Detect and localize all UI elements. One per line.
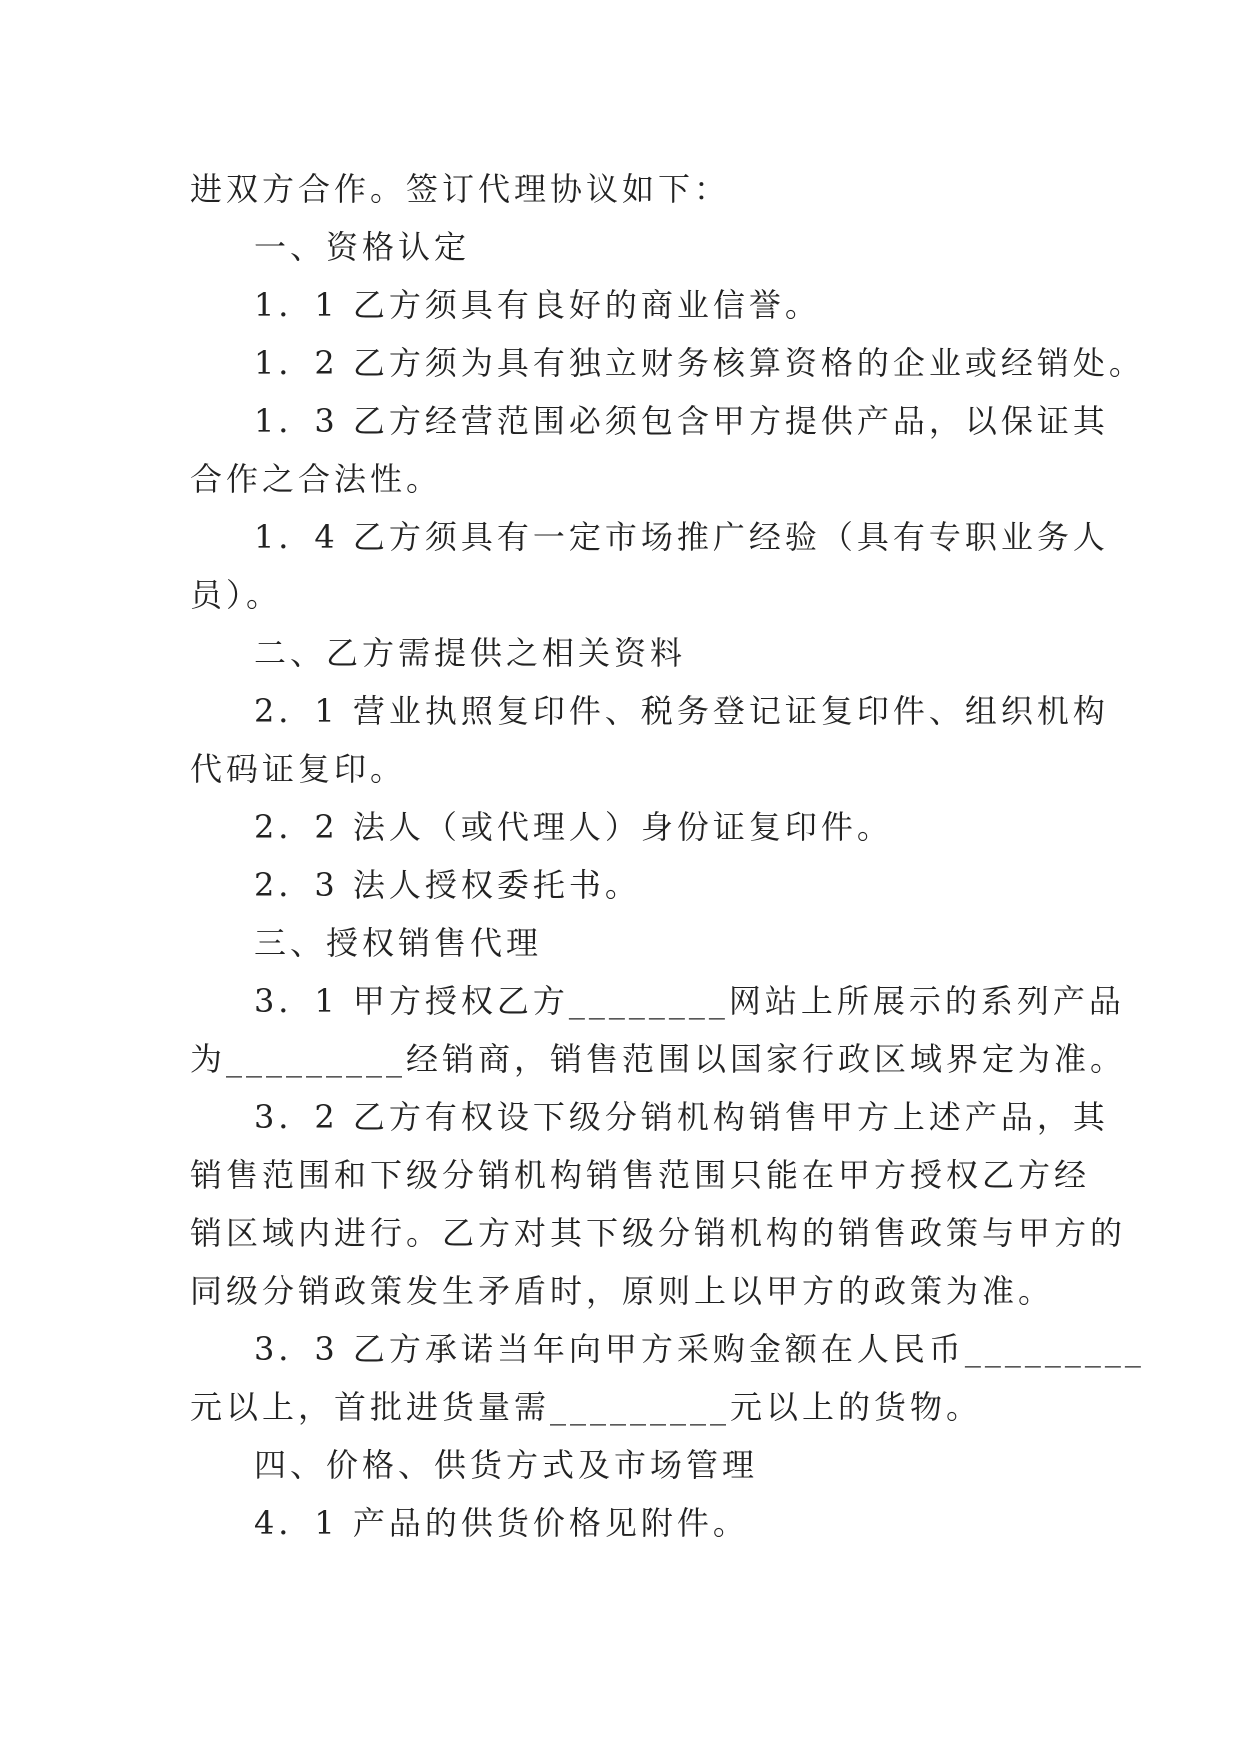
paragraph-line: 2．3 法人授权委托书。 bbox=[254, 866, 641, 904]
paragraph-line: 为_________经销商，销售范围以国家行政区域界定为准。 bbox=[190, 1040, 1127, 1078]
paragraph-line: 2．2 法人（或代理人）身份证复印件。 bbox=[254, 808, 893, 846]
paragraph-line: 4．1 产品的供货价格见附件。 bbox=[254, 1504, 749, 1542]
paragraph-line: 3．3 乙方承诺当年向甲方采购金额在人民币_________ bbox=[254, 1330, 1145, 1368]
paragraph-line: 销售范围和下级分销机构销售范围只能在甲方授权乙方经 bbox=[190, 1156, 1091, 1194]
paragraph-line: 进双方合作。签订代理协议如下： bbox=[190, 170, 731, 208]
paragraph-line: 销区域内进行。乙方对其下级分销机构的销售政策与甲方的 bbox=[190, 1214, 1127, 1252]
paragraph-line: 员）。 bbox=[190, 576, 283, 614]
document-body bbox=[190, 160, 1145, 1552]
paragraph-line: 二、乙方需提供之相关资料 bbox=[254, 634, 687, 672]
paragraph-line: 代码证复印。 bbox=[190, 750, 407, 788]
paragraph-line: 合作之合法性。 bbox=[190, 460, 443, 498]
paragraph-line: 四、价格、供货方式及市场管理 bbox=[254, 1446, 759, 1484]
paragraph-line: 1．2 乙方须为具有独立财务核算资格的企业或经销处。 bbox=[254, 344, 1145, 382]
paragraph-line: 1．3 乙方经营范围必须包含甲方提供产品，以保证其 bbox=[254, 402, 1109, 440]
paragraph-line: 三、授权销售代理 bbox=[254, 924, 543, 962]
paragraph-line: 同级分销政策发生矛盾时，原则上以甲方的政策为准。 bbox=[190, 1272, 1055, 1310]
paragraph-line: 3．2 乙方有权设下级分销机构销售甲方上述产品，其 bbox=[254, 1098, 1109, 1136]
paragraph-line: 2．1 营业执照复印件、税务登记证复印件、组织机构 bbox=[254, 692, 1109, 730]
paragraph-line: 1．1 乙方须具有良好的商业信誉。 bbox=[254, 286, 821, 324]
paragraph-line: 元以上，首批进货量需_________元以上的货物。 bbox=[190, 1388, 983, 1426]
paragraph-line: 一、资格认定 bbox=[254, 228, 471, 266]
paragraph-line: 3．1 甲方授权乙方________网站上所展示的系列产品 bbox=[254, 982, 1125, 1020]
paragraph-line: 1．4 乙方须具有一定市场推广经验（具有专职业务人 bbox=[254, 518, 1109, 556]
